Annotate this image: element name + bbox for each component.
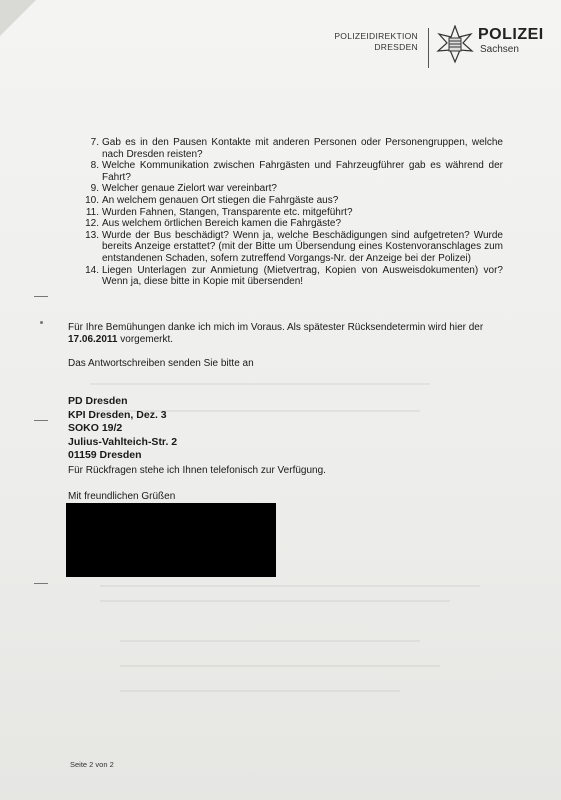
punch-mark <box>34 296 48 297</box>
address-line: Julius-Vahlteich-Str. 2 <box>68 435 178 448</box>
question-number: 7. <box>90 137 99 148</box>
fold-mark <box>34 583 48 584</box>
send-to-line: Das Antwortschreiben senden Sie bitte an <box>68 358 254 369</box>
question-text: Wurden Fahnen, Stangen, Transparente etc. mitgeführt? <box>102 206 353 218</box>
show-through <box>100 600 450 602</box>
show-through <box>120 665 440 667</box>
show-through <box>120 690 400 692</box>
list-item <box>83 265 503 288</box>
list-item <box>83 218 503 230</box>
deadline-text: Für Ihre Bemühungen danke ich mich im Voraus. Als spätester Rücksendetermin wird hier der <box>68 322 484 333</box>
page-number: Seite 2 von 2 <box>70 760 114 769</box>
address-line: 01159 Dresden <box>68 449 142 462</box>
list-item <box>83 160 503 183</box>
list-item <box>83 207 503 219</box>
police-star-icon <box>435 25 475 65</box>
folded-corner <box>0 0 36 36</box>
logo-wordmark: POLIZEI <box>478 26 544 43</box>
department-line-2: DRESDEN <box>374 42 418 52</box>
show-through <box>100 585 480 587</box>
question-number: 13. <box>85 229 99 241</box>
closing-greeting: Mit freundlichen Grüßen <box>68 491 176 502</box>
question-text: Aus welchem örtlichen Bereich kamen die Fahrgäste? <box>102 218 342 230</box>
question-text: Gab es in den Pausen Kontakte mit anderen Personen oder Personengruppen, welche nach Dresden reisten? <box>102 137 503 160</box>
department-name <box>330 31 418 53</box>
question-list <box>83 137 503 288</box>
question-text: An welchem genauen Ort stiegen die Fahrgäste aus? <box>102 194 339 206</box>
list-item <box>83 195 503 207</box>
question-text: Liegen Unterlagen zur Anmietung (Mietvertrag, Kopien von Ausweisdokumenten) vor? Wenn ja, diese bitte in Kopie mit übersenden! <box>102 264 503 288</box>
list-item <box>83 183 503 195</box>
question-number: 11. <box>85 206 99 218</box>
logo-subtitle: Sachsen <box>480 44 519 55</box>
show-through <box>90 383 430 385</box>
phone-note: Für Rückfragen stehe ich Ihnen telefonisch zur Verfügung. <box>68 465 326 476</box>
fold-mark <box>34 420 48 421</box>
header-divider <box>428 28 429 68</box>
question-text: Welche Kommunikation zwischen Fahrgästen und Fahrzeugführer gab es während der Fahrt? <box>102 160 503 183</box>
address-line: SOKO 19/2 <box>68 422 123 435</box>
question-number: 12. <box>85 218 99 230</box>
address-line: PD Dresden <box>68 395 128 407</box>
department-line-1: POLIZEIDIREKTION <box>334 31 418 41</box>
deadline-text-end: vorgemerkt. <box>117 334 174 345</box>
punch-dot <box>40 321 43 324</box>
list-item <box>83 137 503 160</box>
question-text: Wurde der Bus beschädigt? Wenn ja, welche Beschädigungen sind aufgetreten? Wurde bereits Anzeige erstattet? (mit der Bitte um Übersendung eines Kostenvoranschlages zum entstandenen Schaden, sofern zutreffend Vorgangs-Nr. der Anzeige bei der Polizei) <box>102 229 503 264</box>
question-number: 14. <box>85 264 99 276</box>
question-number: 10. <box>85 194 99 206</box>
show-through <box>120 640 420 642</box>
redacted-signature-block <box>66 503 276 577</box>
question-number: 8. <box>90 160 99 172</box>
list-item <box>83 230 503 265</box>
question-number: 9. <box>90 183 99 195</box>
deadline-date: 17.06.2011 <box>68 334 118 345</box>
deadline-paragraph <box>68 322 508 346</box>
return-address <box>68 395 177 463</box>
question-text: Welcher genaue Zielort war vereinbart? <box>102 183 277 195</box>
address-line: KPI Dresden, Dez. 3 <box>68 408 167 421</box>
